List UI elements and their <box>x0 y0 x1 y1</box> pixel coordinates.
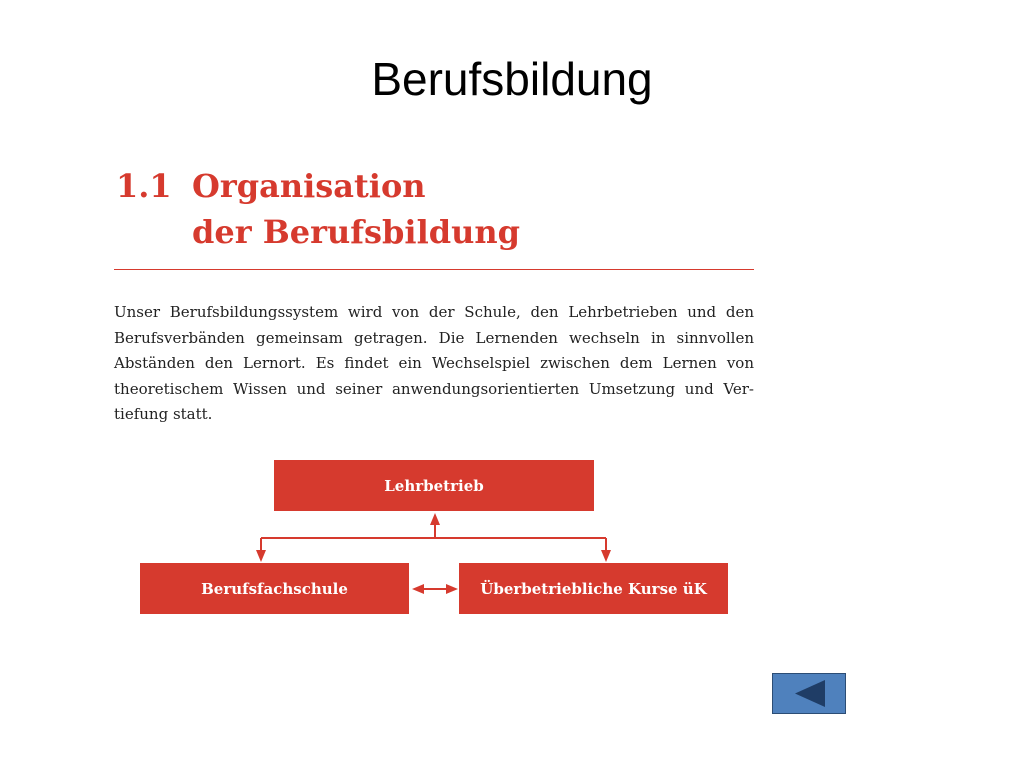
arrowhead-down-left <box>256 550 266 562</box>
box-ueberbetriebliche-kurse: Überbetriebliche Kurse üK <box>459 563 728 614</box>
arrowhead-down-right <box>601 550 611 562</box>
arrowhead-right <box>446 584 458 594</box>
section-title-line2: der Berufsbildung <box>192 213 521 251</box>
arrowhead-left <box>412 584 424 594</box>
slide-title: Berufsbildung <box>371 53 653 105</box>
box-lehrbetrieb: Lehrbetrieb <box>274 460 594 511</box>
triangle-left-icon <box>773 674 845 713</box>
arrowhead-up <box>430 513 440 525</box>
back-button[interactable] <box>772 673 846 714</box>
section-title-line1: Organisation <box>192 167 426 205</box>
section-number: 1.1 <box>116 167 172 205</box>
box-berufsfachschule: Berufsfachschule <box>140 563 409 614</box>
body-paragraph: Unser Berufsbildungssystem wird von der Schule, den Lehrbetrieben und den Berufsverbänden gemeinsam getragen. Die Lernenden wechseln in sinnvollen Abständen den Lernort. Es findet ein Wechselspiel zwischen dem Lernen von theoretischem Wissen und seiner anwendungsorientierten Umsetzung und Vertiefung statt. <box>114 303 754 423</box>
